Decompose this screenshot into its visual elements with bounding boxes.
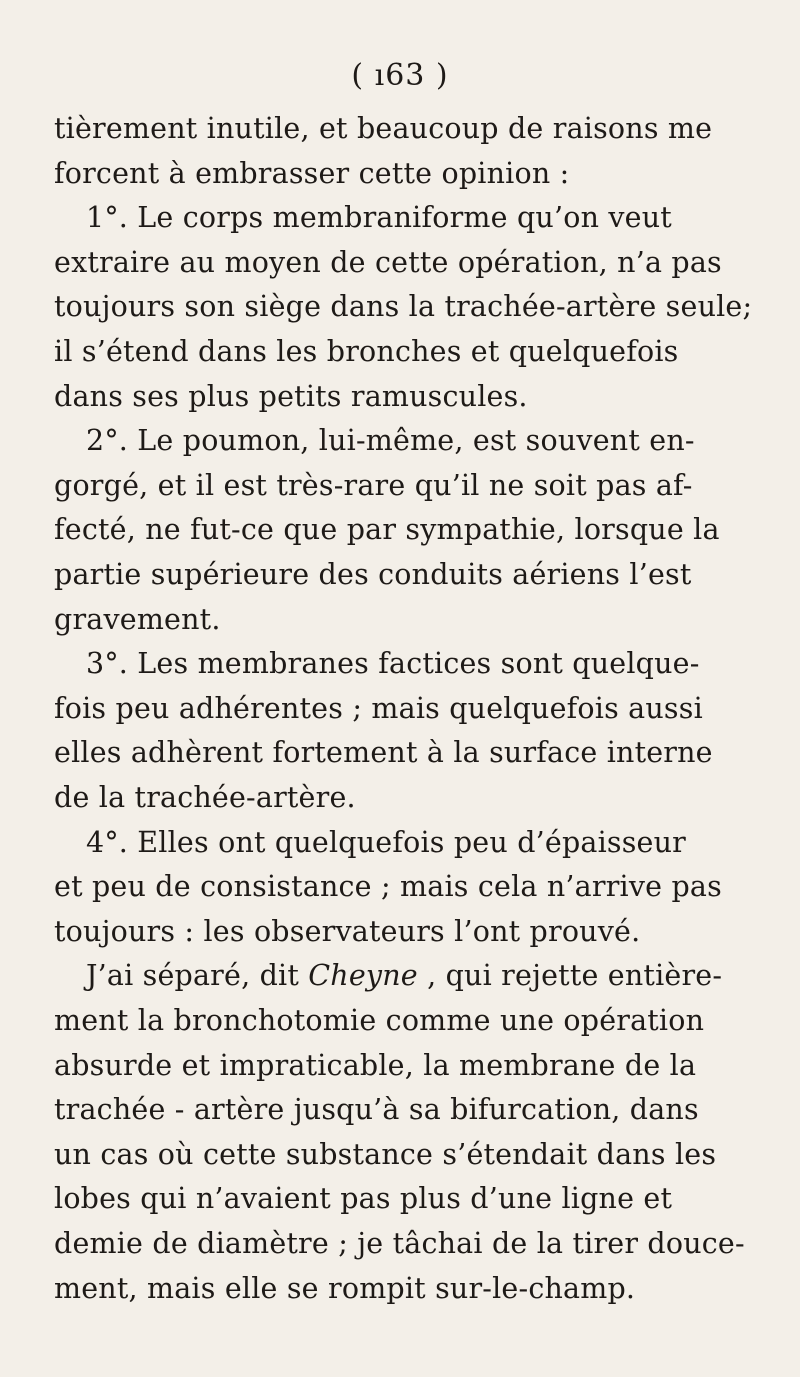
text-line: de la trachée-artère. (54, 781, 356, 814)
text-line: 2°. Le poumon, lui-même, est souvent en- (86, 424, 695, 458)
text-line: trachée - artère jusqu’à sa bifurcation, dans (54, 1093, 699, 1127)
text-line: 4°. Elles ont quelquefois peu d’épaisseur (86, 825, 687, 859)
text-line: ment la bronchotomie comme une opération (54, 1004, 705, 1037)
text-line: demie de diamètre ; je tâchai de la tirer douce- (54, 1227, 745, 1260)
page-number: ( ı63 ) (351, 58, 449, 93)
text-line: toujours son siège dans la trachée-artère seule; (54, 290, 753, 324)
text-line: extraire au moyen de cette opération, n’a pas (54, 245, 722, 279)
text-line: et peu de consistance ; mais cela n’arrive pas (54, 870, 722, 904)
author-name: Cheyne (308, 959, 418, 993)
text-line: toujours : les observateurs l’ont prouvé. (54, 914, 641, 948)
text-line: 1°. Le corps membraniforme qu’on veut (86, 201, 672, 235)
text-line: ment, mais elle se rompit sur-le-champ. (54, 1271, 636, 1305)
text-line: tièrement inutile, et beaucoup de raisons me (54, 112, 713, 145)
text-line: gorgé, et il est très-rare qu’il ne soit pas af- (54, 468, 693, 502)
text-segment: J’ai séparé, dit (86, 959, 299, 993)
text-line: un cas où cette substance s’étendait dans les (54, 1137, 717, 1171)
text-segment: , qui rejette entière- (427, 959, 723, 993)
text-line: il s’étend dans les bronches et quelquefois (54, 335, 679, 368)
text-line: fois peu adhérentes ; mais quelquefois aussi (54, 691, 703, 725)
text-line: dans ses plus petits ramuscules. (54, 379, 528, 413)
text-line: elles adhèrent fortement à la surface interne (54, 736, 713, 770)
text-line: absurde et impraticable, la membrane de la (54, 1048, 697, 1082)
text-line: lobes qui n’avaient pas plus d’une ligne et (54, 1182, 673, 1216)
text-line: forcent à embrasser cette opinion : (54, 156, 570, 190)
text-line: gravement. (54, 602, 221, 636)
text-line: 3°. Les membranes factices sont quelque- (86, 647, 700, 681)
text-line: partie supérieure des conduits aériens l’est (54, 558, 692, 591)
text-line: fecté, ne fut-ce que par sympathie, lorsque la (54, 513, 720, 547)
text-line (86, 959, 722, 992)
